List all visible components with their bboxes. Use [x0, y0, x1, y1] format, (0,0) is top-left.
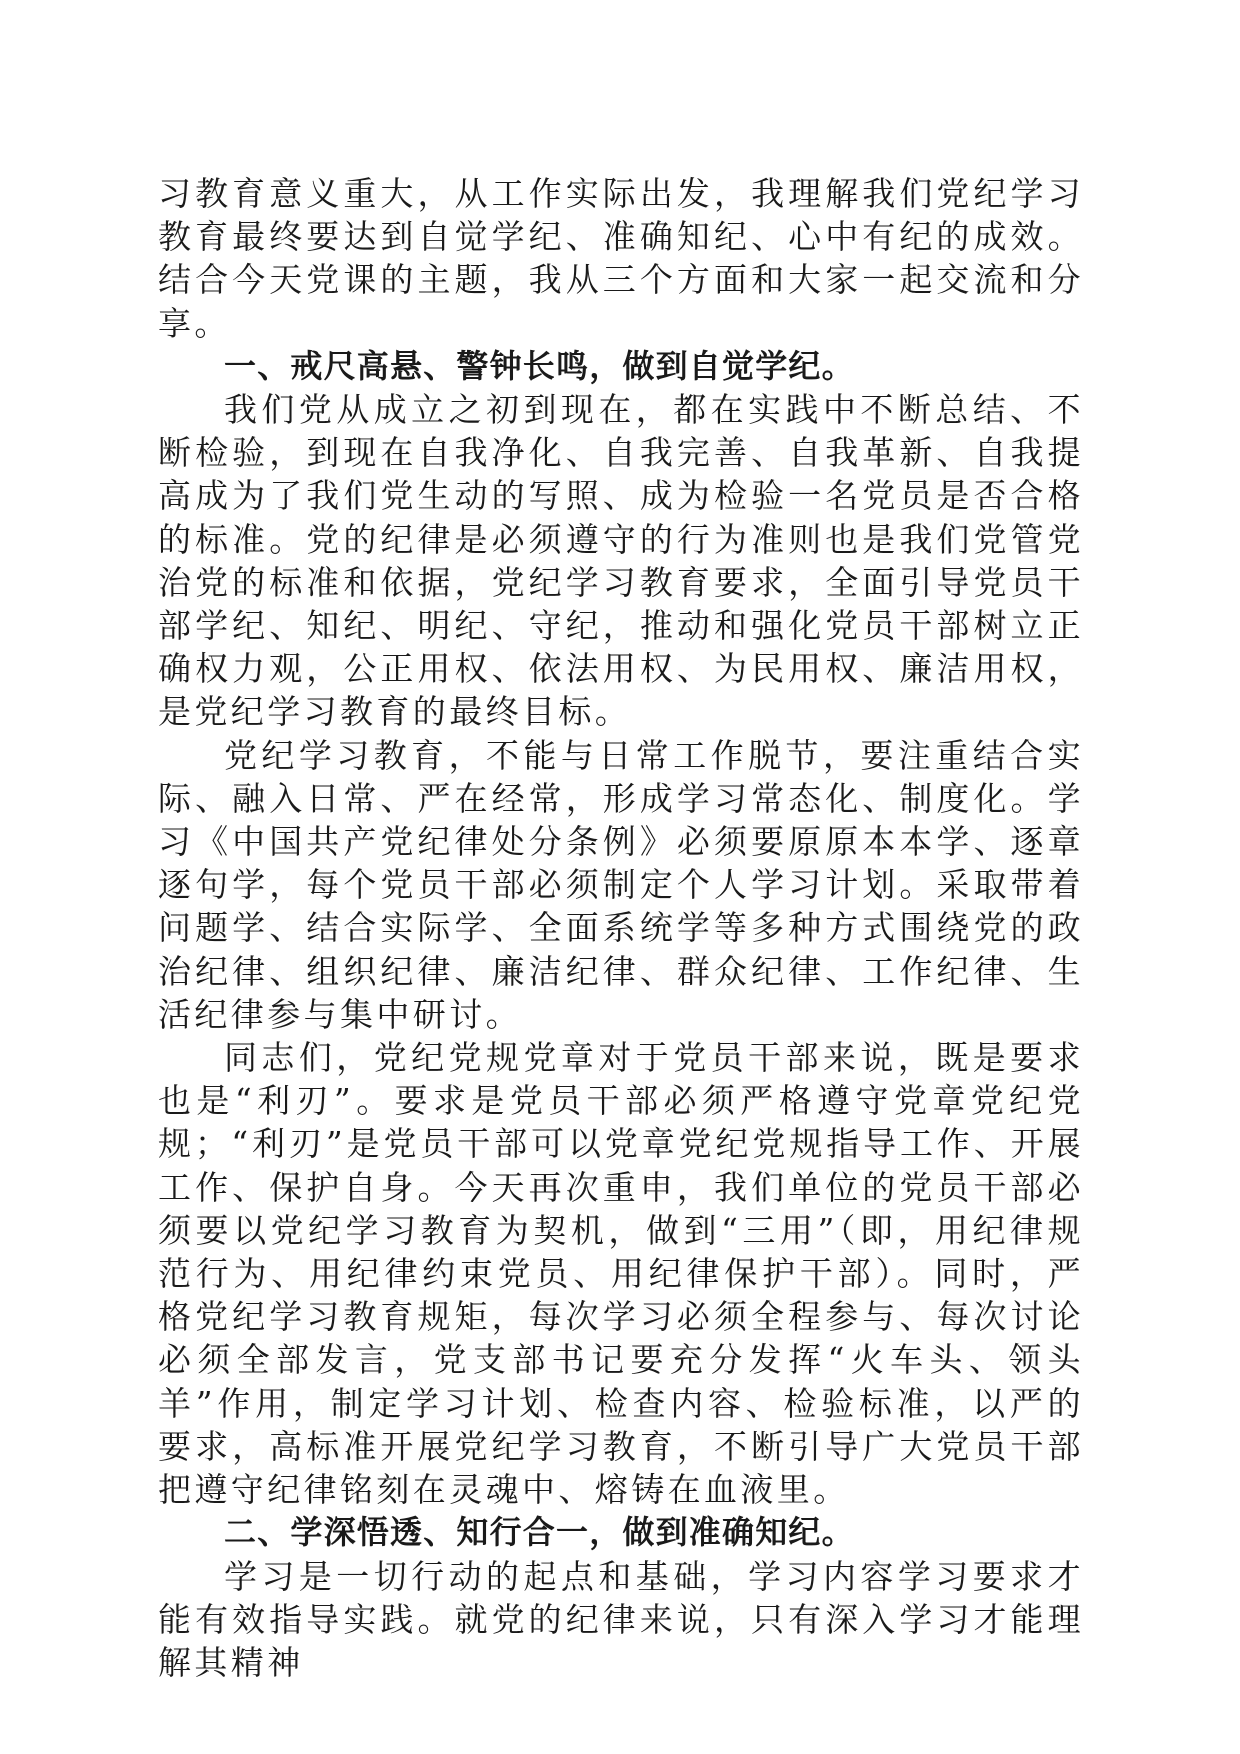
body-paragraph: 学习是一切行动的起点和基础，学习内容学习要求才能有效指导实践。就党的纪律来说，只有深入学习才能理解其精神 — [158, 1556, 1084, 1682]
section-heading-2: 二、学深悟透、知行合一，做到准确知纪。 — [224, 1513, 855, 1552]
section-heading-1: 一、戒尺高悬、警钟长鸣，做到自觉学纪。 — [224, 346, 855, 385]
body-paragraph: 我们党从成立之初到现在，都在实践中不断总结、不断检验，到现在自我净化、自我完善、自我革新、自我提高成为了我们党生动的写照、成为检验一名党员是否合格的标准。党的纪律是必须遵守的行为准则也是我们党管党治党的标准和依据，党纪学习教育要求，全面引导党员干部学纪、知纪、明纪、守纪，推动和强化党员干部树立正确权力观，公正用权、依法用权、为民用权、廉洁用权，是党纪学习教育的最终目标。 — [158, 390, 1084, 732]
document-page — [158, 172, 1084, 1684]
body-paragraph: 党纪学习教育，不能与日常工作脱节，要注重结合实际、融入日常、严在经常，形成学习常态化、制度化。学习《中国共产党纪律处分条例》必须要原原本本学、逐章逐句学，每个党员干部必须制定个人学习计划。采取带着问题学、结合实际学、全面系统学等多种方式围绕党的政治纪律、组织纪律、廉洁纪律、群众纪律、工作纪律、生活纪律参与集中研讨。 — [158, 735, 1084, 1034]
intro-paragraph: 习教育意义重大，从工作实际出发，我理解我们党纪学习教育最终要达到自觉学纪、准确知纪、心中有纪的成效。结合今天党课的主题，我从三个方面和大家一起交流和分享。 — [158, 174, 1084, 343]
body-paragraph: 同志们，党纪党规党章对于党员干部来说，既是要求也是“利刃”。要求是党员干部必须严格遵守党章党纪党规；“利刃”是党员干部可以党章党纪党规指导工作、开展工作、保护自身。今天再次重申，我们单位的党员干部必须要以党纪学习教育为契机，做到“三用”（即，用纪律规范行为、用纪律约束党员、用纪律保护干部）。同时，严格党纪学习教育规矩，每次学习必须全程参与、每次讨论必须全部发言，党支部书记要充分发挥“火车头、领头羊”作用，制定学习计划、检查内容、检验标准，以严的要求，高标准开展党纪学习教育，不断引导广大党员干部把遵守纪律铭刻在灵魂中、熔铸在血液里。 — [158, 1038, 1084, 1510]
